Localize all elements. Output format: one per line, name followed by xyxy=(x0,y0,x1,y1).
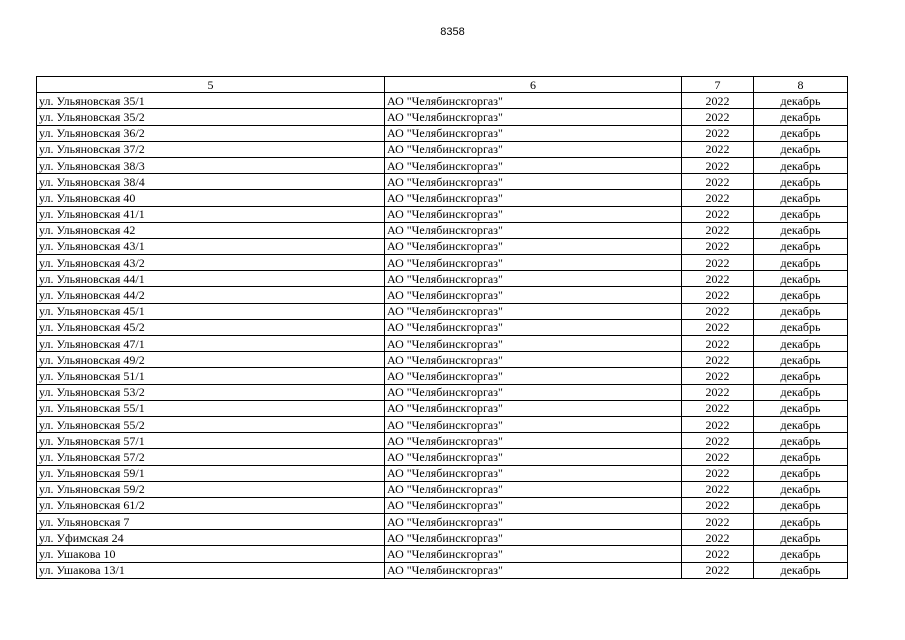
cell-address: ул. Ульяновская 45/2 xyxy=(37,319,385,335)
cell-address: ул. Ульяновская 35/2 xyxy=(37,109,385,125)
cell-year: 2022 xyxy=(682,497,754,513)
cell-address: ул. Ульяновская 53/2 xyxy=(37,384,385,400)
cell-address: ул. Ульяновская 57/1 xyxy=(37,433,385,449)
cell-year: 2022 xyxy=(682,255,754,271)
cell-year: 2022 xyxy=(682,416,754,432)
table-row xyxy=(37,449,848,465)
table-body xyxy=(37,93,848,579)
cell-address: ул. Ульяновская 47/1 xyxy=(37,336,385,352)
cell-month: декабрь xyxy=(754,141,848,157)
cell-address: ул. Ульяновская 35/1 xyxy=(37,93,385,109)
cell-address: ул. Ульяновская 45/1 xyxy=(37,303,385,319)
cell-year: 2022 xyxy=(682,271,754,287)
cell-year: 2022 xyxy=(682,384,754,400)
cell-year: 2022 xyxy=(682,562,754,578)
schedule-table xyxy=(36,76,848,579)
cell-address: ул. Ульяновская 55/2 xyxy=(37,416,385,432)
cell-address: ул. Ульяновская 55/1 xyxy=(37,400,385,416)
cell-year: 2022 xyxy=(682,141,754,157)
cell-year: 2022 xyxy=(682,530,754,546)
cell-address: ул. Уфимская 24 xyxy=(37,530,385,546)
cell-address: ул. Ульяновская 38/3 xyxy=(37,157,385,173)
cell-month: декабрь xyxy=(754,530,848,546)
cell-organization: АО "Челябинскгоргаз" xyxy=(385,222,682,238)
table-row xyxy=(37,157,848,173)
header-cell-organization: 6 xyxy=(385,77,682,93)
cell-address: ул. Ульяновская 7 xyxy=(37,514,385,530)
cell-month: декабрь xyxy=(754,93,848,109)
cell-year: 2022 xyxy=(682,157,754,173)
cell-month: декабрь xyxy=(754,303,848,319)
table-row xyxy=(37,222,848,238)
cell-address: ул. Ульяновская 42 xyxy=(37,222,385,238)
table-row xyxy=(37,514,848,530)
cell-month: декабрь xyxy=(754,271,848,287)
table-row xyxy=(37,141,848,157)
cell-month: декабрь xyxy=(754,174,848,190)
cell-organization: АО "Челябинскгоргаз" xyxy=(385,319,682,335)
cell-organization: АО "Челябинскгоргаз" xyxy=(385,416,682,432)
cell-month: декабрь xyxy=(754,157,848,173)
cell-organization: АО "Челябинскгоргаз" xyxy=(385,287,682,303)
cell-organization: АО "Челябинскгоргаз" xyxy=(385,125,682,141)
cell-month: декабрь xyxy=(754,481,848,497)
cell-address: ул. Ульяновская 37/2 xyxy=(37,141,385,157)
cell-address: ул. Ушакова 13/1 xyxy=(37,562,385,578)
table-row xyxy=(37,465,848,481)
cell-year: 2022 xyxy=(682,238,754,254)
cell-month: декабрь xyxy=(754,109,848,125)
cell-month: декабрь xyxy=(754,206,848,222)
table-row xyxy=(37,287,848,303)
cell-address: ул. Ульяновская 40 xyxy=(37,190,385,206)
table-row xyxy=(37,206,848,222)
cell-month: декабрь xyxy=(754,222,848,238)
table-row xyxy=(37,255,848,271)
page-number: 8358 xyxy=(440,26,465,38)
cell-organization: АО "Челябинскгоргаз" xyxy=(385,449,682,465)
cell-year: 2022 xyxy=(682,465,754,481)
cell-year: 2022 xyxy=(682,206,754,222)
cell-address: ул. Ульяновская 36/2 xyxy=(37,125,385,141)
cell-organization: АО "Челябинскгоргаз" xyxy=(385,433,682,449)
cell-organization: АО "Челябинскгоргаз" xyxy=(385,514,682,530)
cell-year: 2022 xyxy=(682,125,754,141)
table-row xyxy=(37,303,848,319)
table-row xyxy=(37,319,848,335)
cell-address: ул. Ульяновская 43/2 xyxy=(37,255,385,271)
table-row xyxy=(37,546,848,562)
header-cell-year: 7 xyxy=(682,77,754,93)
cell-year: 2022 xyxy=(682,319,754,335)
table-row xyxy=(37,384,848,400)
cell-month: декабрь xyxy=(754,546,848,562)
table-row xyxy=(37,271,848,287)
table-row xyxy=(37,497,848,513)
cell-year: 2022 xyxy=(682,222,754,238)
cell-organization: АО "Челябинскгоргаз" xyxy=(385,206,682,222)
header-cell-address: 5 xyxy=(37,77,385,93)
cell-year: 2022 xyxy=(682,174,754,190)
cell-month: декабрь xyxy=(754,465,848,481)
table-row xyxy=(37,238,848,254)
table-row xyxy=(37,352,848,368)
table-row xyxy=(37,93,848,109)
cell-organization: АО "Челябинскгоргаз" xyxy=(385,562,682,578)
cell-month: декабрь xyxy=(754,352,848,368)
cell-organization: АО "Челябинскгоргаз" xyxy=(385,141,682,157)
cell-organization: АО "Челябинскгоргаз" xyxy=(385,336,682,352)
cell-month: декабрь xyxy=(754,400,848,416)
table-row xyxy=(37,109,848,125)
table-row xyxy=(37,433,848,449)
cell-address: ул. Ульяновская 44/2 xyxy=(37,287,385,303)
table-row xyxy=(37,368,848,384)
cell-month: декабрь xyxy=(754,287,848,303)
table-row xyxy=(37,125,848,141)
cell-year: 2022 xyxy=(682,400,754,416)
cell-organization: АО "Челябинскгоргаз" xyxy=(385,530,682,546)
cell-month: декабрь xyxy=(754,497,848,513)
cell-address: ул. Ульяновская 44/1 xyxy=(37,271,385,287)
cell-year: 2022 xyxy=(682,514,754,530)
table-row xyxy=(37,481,848,497)
cell-month: декабрь xyxy=(754,238,848,254)
cell-month: декабрь xyxy=(754,255,848,271)
cell-organization: АО "Челябинскгоргаз" xyxy=(385,255,682,271)
cell-month: декабрь xyxy=(754,384,848,400)
table-row xyxy=(37,190,848,206)
cell-organization: АО "Челябинскгоргаз" xyxy=(385,465,682,481)
cell-organization: АО "Челябинскгоргаз" xyxy=(385,352,682,368)
cell-organization: АО "Челябинскгоргаз" xyxy=(385,368,682,384)
cell-organization: АО "Челябинскгоргаз" xyxy=(385,303,682,319)
cell-month: декабрь xyxy=(754,336,848,352)
cell-month: декабрь xyxy=(754,562,848,578)
cell-organization: АО "Челябинскгоргаз" xyxy=(385,93,682,109)
cell-year: 2022 xyxy=(682,352,754,368)
cell-month: декабрь xyxy=(754,449,848,465)
cell-year: 2022 xyxy=(682,190,754,206)
table-row xyxy=(37,336,848,352)
cell-year: 2022 xyxy=(682,303,754,319)
table-row xyxy=(37,530,848,546)
cell-year: 2022 xyxy=(682,109,754,125)
cell-address: ул. Ульяновская 51/1 xyxy=(37,368,385,384)
cell-month: декабрь xyxy=(754,416,848,432)
cell-address: ул. Ульяновская 61/2 xyxy=(37,497,385,513)
cell-organization: АО "Челябинскгоргаз" xyxy=(385,109,682,125)
cell-address: ул. Ульяновская 49/2 xyxy=(37,352,385,368)
cell-month: декабрь xyxy=(754,190,848,206)
cell-address: ул. Ульяновская 41/1 xyxy=(37,206,385,222)
cell-organization: АО "Челябинскгоргаз" xyxy=(385,271,682,287)
cell-month: декабрь xyxy=(754,368,848,384)
cell-year: 2022 xyxy=(682,546,754,562)
cell-month: декабрь xyxy=(754,514,848,530)
cell-organization: АО "Челябинскгоргаз" xyxy=(385,400,682,416)
cell-year: 2022 xyxy=(682,433,754,449)
cell-year: 2022 xyxy=(682,481,754,497)
cell-organization: АО "Челябинскгоргаз" xyxy=(385,174,682,190)
cell-organization: АО "Челябинскгоргаз" xyxy=(385,384,682,400)
cell-year: 2022 xyxy=(682,449,754,465)
header-row xyxy=(37,77,848,93)
cell-address: ул. Ульяновская 57/2 xyxy=(37,449,385,465)
cell-organization: АО "Челябинскгоргаз" xyxy=(385,190,682,206)
cell-address: ул. Ульяновская 59/1 xyxy=(37,465,385,481)
table-row xyxy=(37,400,848,416)
table-row xyxy=(37,174,848,190)
table-row xyxy=(37,562,848,578)
cell-address: ул. Ульяновская 43/1 xyxy=(37,238,385,254)
cell-address: ул. Ушакова 10 xyxy=(37,546,385,562)
cell-year: 2022 xyxy=(682,93,754,109)
cell-organization: АО "Челябинскгоргаз" xyxy=(385,481,682,497)
cell-organization: АО "Челябинскгоргаз" xyxy=(385,497,682,513)
cell-organization: АО "Челябинскгоргаз" xyxy=(385,546,682,562)
cell-year: 2022 xyxy=(682,368,754,384)
cell-year: 2022 xyxy=(682,336,754,352)
cell-organization: АО "Челябинскгоргаз" xyxy=(385,238,682,254)
cell-organization: АО "Челябинскгоргаз" xyxy=(385,157,682,173)
cell-address: ул. Ульяновская 59/2 xyxy=(37,481,385,497)
cell-month: декабрь xyxy=(754,433,848,449)
cell-month: декабрь xyxy=(754,125,848,141)
header-cell-month: 8 xyxy=(754,77,848,93)
cell-month: декабрь xyxy=(754,319,848,335)
cell-address: ул. Ульяновская 38/4 xyxy=(37,174,385,190)
table-row xyxy=(37,416,848,432)
cell-year: 2022 xyxy=(682,287,754,303)
